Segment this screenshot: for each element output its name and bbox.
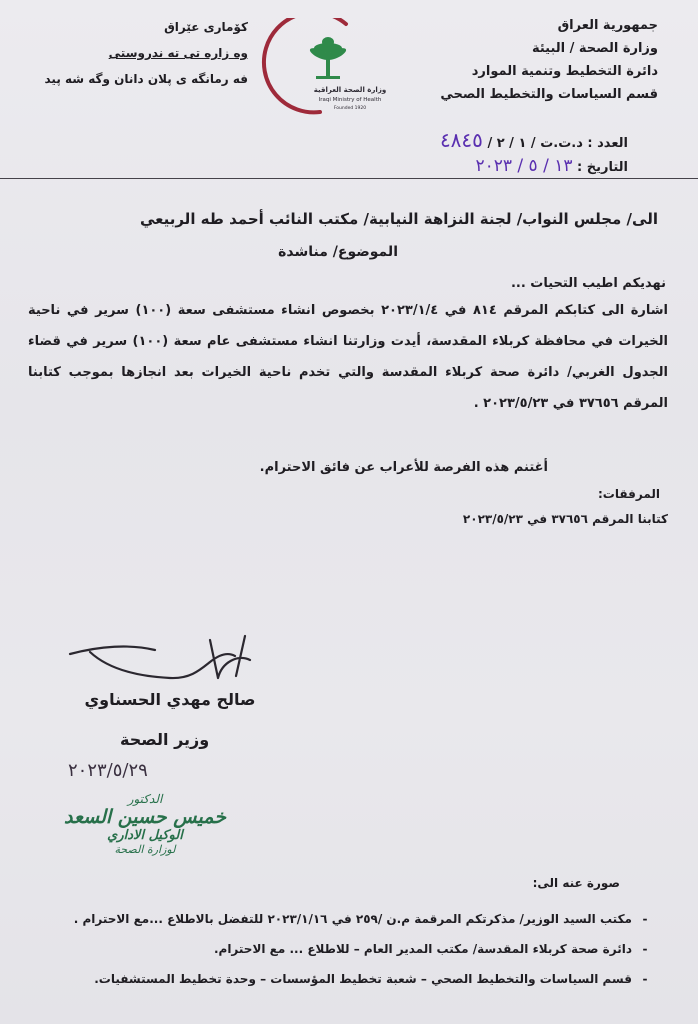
- stamp-line-3: الوكيل الاداري: [107, 828, 183, 843]
- reference-date-value: ١٣ / ٥ / ٢٠٢٣: [475, 156, 573, 176]
- header-ministry: وزارة الصحة / البيئة: [531, 41, 658, 56]
- header-kurdish: [8, 14, 248, 92]
- cc-bullet: -: [642, 942, 648, 956]
- cc-item-text: مكتب السيد الوزير/ مذكرتكم المرقمة م.ن /٢٥٩ في ٢٠٢٣/١/١٦ للتفضل بالاطلاع ...مع الاحترام .: [73, 912, 632, 926]
- reference-number: [440, 128, 628, 152]
- letter-greeting: نهديكم اطيب التحيات ...: [510, 276, 666, 291]
- stamp-line-4: لوزارة الصحة: [114, 843, 176, 856]
- letter-recipient: الى/ مجلس النواب/ لجنة النزاهة النيابية/ مكتب النائب أحمد طه الربيعي: [139, 210, 658, 228]
- cc-item: [18, 964, 658, 994]
- signatory-name: صالح مهدي الحسناوي: [84, 690, 256, 709]
- header-directorate: دائرة التخطيط وتنمية الموارد: [471, 64, 658, 79]
- header-divider: [0, 178, 698, 179]
- header-kurdish-directorate: فه رمانگه ی پلان دانان وگه شه پید: [44, 72, 248, 86]
- attachments-title: المرفقات:: [598, 487, 660, 501]
- cc-item-text: قسم السياسات والتخطيط الصحي – شعبة تخطيط المؤسسات – وحدة تخطيط المستشفيات.: [94, 972, 632, 986]
- ministry-logo: [258, 18, 398, 118]
- header-country: جمهورية العراق: [557, 18, 658, 33]
- reference-date: [475, 156, 628, 176]
- handwritten-date: ٢٠٢٣/٥/٢٩: [68, 760, 148, 781]
- stamp-line-2: خميس حسين السعد: [64, 806, 226, 828]
- cc-bullet: -: [642, 972, 648, 986]
- logo-text-en: Iraqi Ministry of Health: [318, 97, 382, 103]
- letter-subject: الموضوع/ مناشدة: [278, 244, 398, 260]
- signatory-title: وزير الصحة: [120, 730, 210, 749]
- cc-item-text: دائرة صحة كربلاء المقدسة/ مكتب المدير العام – للاطلاع ... مع الاحترام.: [213, 942, 632, 956]
- header-arabic: [440, 14, 658, 106]
- reference-number-value: ٤٨٤٥: [439, 128, 483, 152]
- palm-tree-icon: [308, 37, 347, 79]
- cc-item: [18, 904, 658, 934]
- stamp-line-1: الدكتور: [127, 792, 163, 806]
- cc-list: [18, 904, 658, 994]
- logo-text-founded: Founded 1920: [333, 106, 367, 111]
- cc-title: صورة عنه الى:: [532, 876, 620, 890]
- header-kurdish-country: کۆماری عێراق: [164, 20, 248, 34]
- official-stamp: [40, 792, 250, 856]
- handwritten-signature: [60, 632, 260, 687]
- ministry-logo-icon: [258, 18, 398, 118]
- letter-body: اشارة الى كتابكم المرقم ٨١٤ في ٢٠٢٣/١/٤ بخصوص انشاء مستشفى سعة (١٠٠) سرير في ناحية الخيرات في محافظة كربلاء المقدسة، أيدت وزارتنا انشاء مستشفى عام سعة (١٠٠) سرير في قضاء الجدول الغربي/ دائرة صحة كربلاء المقدسة والتي تخدم ناحية الخيرات بعد انجازها بموجب كتابنا المرقم ٣٧٦٥٦ في ٢٠٢٣/٥/٢٣ .: [28, 303, 668, 411]
- header-department: قسم السياسات والتخطيط الصحي: [440, 87, 658, 102]
- attachment-item: كتابنا المرقم ٣٧٦٥٦ في ٢٠٢٣/٥/٢٣: [462, 512, 668, 526]
- cc-bullet: -: [642, 912, 648, 926]
- cc-item: [18, 934, 658, 964]
- header-kurdish-ministry: وه زاره تی ته ندروستی: [108, 46, 248, 60]
- reference-date-label: التاريخ :: [577, 160, 628, 175]
- logo-text-ar: وزارة الصحة العراقية: [313, 86, 387, 94]
- reference-number-label: العدد : د.ت.ت / ١ / ٢ /: [487, 136, 628, 151]
- letter-closing: أغتنم هذه الفرصة للأعراب عن فائق الاحترام.: [259, 460, 548, 475]
